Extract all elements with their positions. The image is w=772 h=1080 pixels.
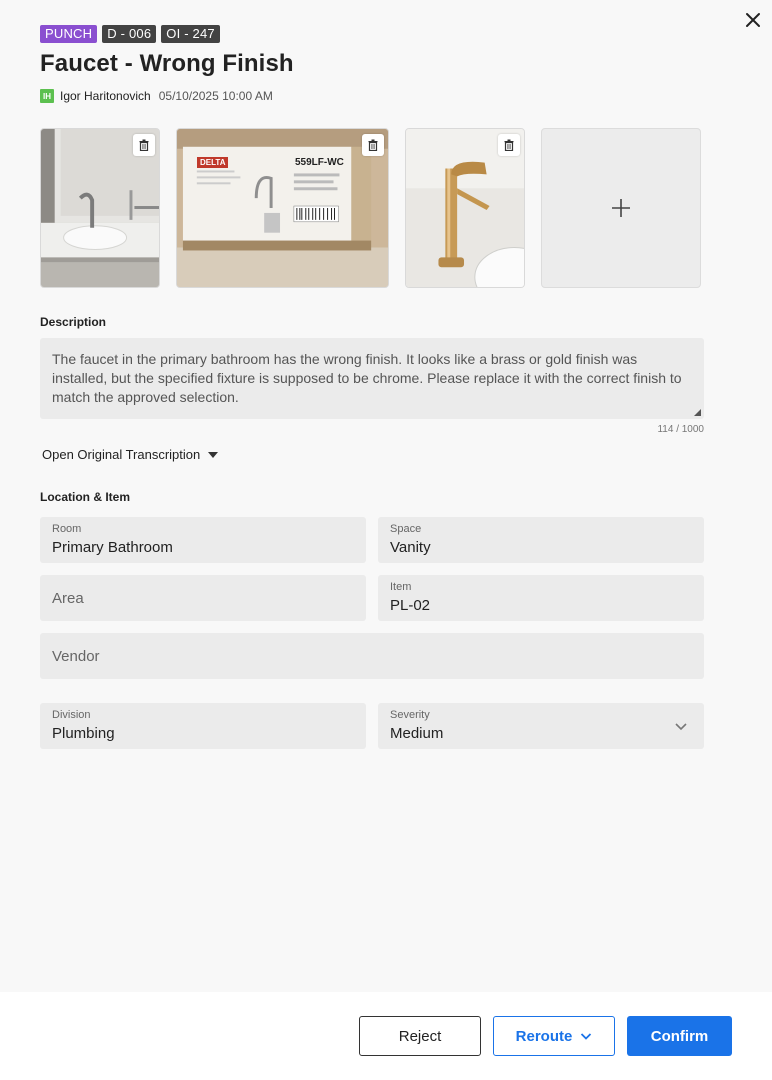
box-model-label: 559LF-WC xyxy=(295,157,344,168)
avatar: IH xyxy=(40,89,54,103)
add-photo-button[interactable] xyxy=(541,128,701,288)
vendor-field[interactable] xyxy=(40,633,704,679)
space-value: Vanity xyxy=(390,539,431,556)
reroute-label: Reroute xyxy=(515,1027,573,1045)
author-name: Igor Haritonovich xyxy=(60,89,151,103)
room-value: Primary Bathroom xyxy=(52,539,173,556)
photo-thumbnail-2[interactable] xyxy=(176,128,389,288)
vendor-placeholder: Vendor xyxy=(52,648,100,665)
trash-icon xyxy=(368,139,378,151)
tag-list xyxy=(40,25,220,43)
area-field[interactable] xyxy=(40,575,366,621)
drawing-tag: D - 006 xyxy=(102,25,156,43)
page-title: Faucet - Wrong Finish xyxy=(40,50,294,77)
item-value: PL-02 xyxy=(390,597,431,614)
delete-photo-button[interactable] xyxy=(362,134,384,156)
delete-photo-button[interactable] xyxy=(133,134,155,156)
room-label: Room xyxy=(52,523,82,535)
room-field[interactable] xyxy=(40,517,366,563)
chevron-down-icon xyxy=(580,1030,592,1042)
item-field[interactable] xyxy=(378,575,704,621)
item-label: Item xyxy=(390,581,412,593)
author-meta xyxy=(40,89,273,103)
chevron-down-icon xyxy=(674,719,688,733)
division-label: Division xyxy=(52,709,91,721)
resize-grip-icon[interactable] xyxy=(694,409,701,416)
character-counter: 114 / 1000 xyxy=(657,424,704,435)
delete-photo-button[interactable] xyxy=(498,134,520,156)
type-tag: PUNCH xyxy=(40,25,97,43)
confirm-label: Confirm xyxy=(650,1027,709,1045)
open-item-tag: OI - 247 xyxy=(161,25,220,43)
trash-icon xyxy=(504,139,514,151)
trash-icon xyxy=(139,139,149,151)
plus-icon xyxy=(611,198,631,218)
open-transcription-toggle[interactable] xyxy=(42,447,218,462)
division-value: Plumbing xyxy=(52,725,115,742)
reroute-button[interactable] xyxy=(493,1016,615,1056)
area-placeholder: Area xyxy=(52,590,84,607)
division-field[interactable] xyxy=(40,703,366,749)
reject-button[interactable] xyxy=(359,1016,481,1056)
photo-thumbnail-1[interactable] xyxy=(40,128,160,288)
close-icon xyxy=(745,12,761,28)
severity-value: Medium xyxy=(390,725,444,742)
close-button[interactable] xyxy=(741,8,765,32)
description-label: Description xyxy=(40,315,107,329)
created-datetime: 05/10/2025 10:00 AM xyxy=(158,89,273,103)
confirm-button[interactable] xyxy=(627,1016,732,1056)
transcription-toggle-label: Open Original Transcription xyxy=(42,447,201,462)
severity-select[interactable] xyxy=(378,703,704,749)
box-brand-label: DELTA xyxy=(197,157,228,168)
severity-label: Severity xyxy=(390,709,430,721)
reject-label: Reject xyxy=(398,1027,442,1045)
space-field[interactable] xyxy=(378,517,704,563)
location-section-label: Location & Item xyxy=(40,490,131,504)
product-box-photo xyxy=(177,129,388,287)
action-footer xyxy=(0,992,772,1080)
caret-down-icon xyxy=(208,452,218,458)
description-textarea[interactable] xyxy=(40,338,704,419)
photo-thumbnail-3[interactable] xyxy=(405,128,525,288)
space-label: Space xyxy=(390,523,422,535)
description-text: The faucet in the primary bathroom has the wrong finish. It looks like a brass or gold finish was installed, but the specified fixture is supposed to be chrome. Please replace it with the correct finish to match the approved selection. xyxy=(52,351,682,405)
